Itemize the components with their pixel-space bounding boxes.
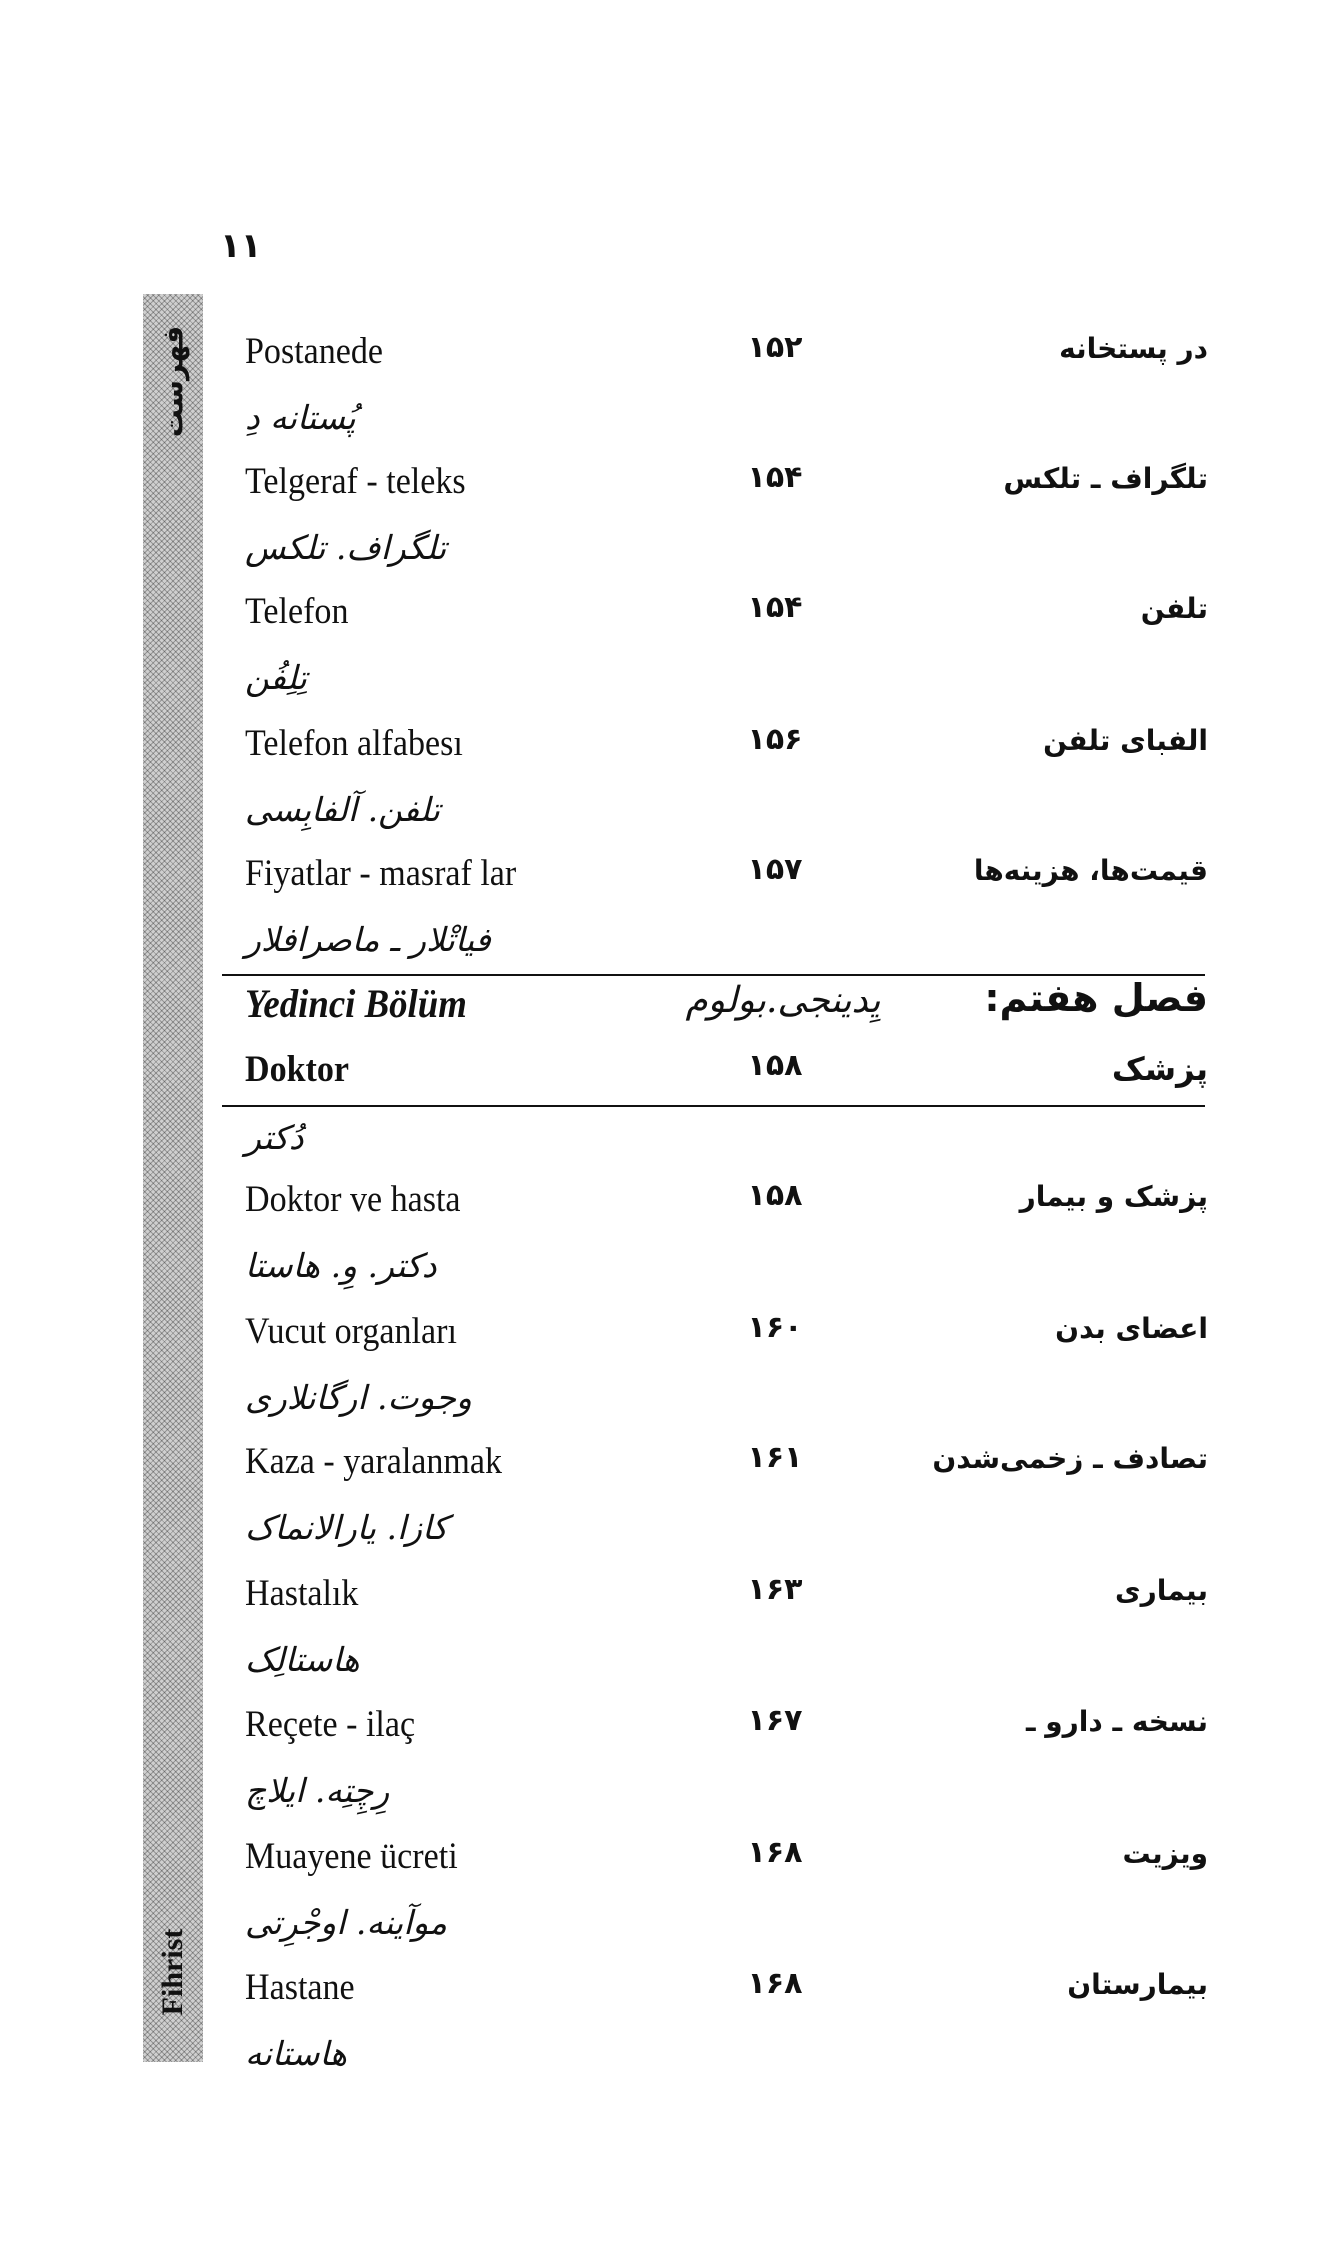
entry-page-number: ۱۶۱ xyxy=(747,1440,803,1475)
section-ottoman: دُکتر xyxy=(245,1118,304,1157)
entry-turkish: Telefon xyxy=(245,591,349,632)
toc-entry xyxy=(0,460,1325,520)
entry-page-number: ۱۵۴ xyxy=(747,590,803,625)
toc-entry xyxy=(0,1178,1325,1238)
chapter-title-turkish: Yedinci Bölüm xyxy=(245,981,467,1026)
chapter-section-row xyxy=(0,1048,1325,1108)
entry-turkish: Telgeraf - teleks xyxy=(245,461,466,502)
entry-persian: نسخه ـ دارو ـ xyxy=(1025,1705,1208,1738)
entry-persian: الفبای تلفن xyxy=(1043,724,1208,757)
entry-page-number: ۱۵۷ xyxy=(747,852,803,887)
entry-persian: بیماری xyxy=(1114,1574,1208,1607)
section-page-number: ۱۵۸ xyxy=(747,1048,803,1083)
toc-entry xyxy=(0,852,1325,912)
chapter-title-persian: فصل هفتم: xyxy=(984,976,1208,1020)
section-title-turkish: Doktor xyxy=(245,1049,350,1090)
chapter-title-ottoman: یِدینجی.بولوم xyxy=(685,980,881,1021)
entry-turkish: Kaza - yaralanmak xyxy=(245,1441,503,1482)
entry-ottoman: پُستانه دِ xyxy=(245,398,356,437)
entry-persian: اعضای بدن xyxy=(1055,1312,1208,1345)
toc-entry xyxy=(0,1966,1325,2026)
entry-turkish: Reçete - ilaç xyxy=(245,1704,416,1745)
toc-entry xyxy=(0,1310,1325,1370)
entry-persian: قیمت‌ها، هزینه‌ها xyxy=(973,854,1208,887)
chapter-bottom-rule xyxy=(222,1105,1205,1107)
toc-entry xyxy=(0,722,1325,782)
entry-page-number: ۱۶۰ xyxy=(747,1310,803,1345)
entry-ottoman: کازا. یارالانماک xyxy=(245,1508,448,1547)
entry-page-number: ۱۵۶ xyxy=(747,722,803,757)
entry-persian: تلفن xyxy=(1140,592,1208,625)
entry-turkish: Muayene ücreti xyxy=(245,1836,458,1877)
entry-persian: در پستخانه xyxy=(1059,332,1208,365)
entry-turkish: Doktor ve hasta xyxy=(245,1179,461,1220)
entry-page-number: ۱۵۴ xyxy=(747,460,803,495)
entry-ottoman: هاستانه xyxy=(245,2034,347,2073)
toc-entry xyxy=(0,590,1325,650)
entry-ottoman: تِلِفُن xyxy=(245,658,307,697)
page-number: ۱۱ xyxy=(220,226,262,266)
entry-persian: پزشک و بیمار xyxy=(1019,1180,1208,1213)
entry-ottoman: رِچِتِه. ایلاچ xyxy=(245,1771,390,1810)
entry-ottoman: موآینه. اوجْرِتی xyxy=(245,1903,448,1942)
entry-turkish: Hastalık xyxy=(245,1573,359,1614)
entry-page-number: ۱۶۳ xyxy=(747,1572,803,1607)
entry-page-number: ۱۶۷ xyxy=(747,1703,803,1738)
toc-entry xyxy=(0,1703,1325,1763)
entry-page-number: ۱۶۸ xyxy=(747,1835,803,1870)
entry-persian: تصادف ـ زخمی‌شدن xyxy=(932,1442,1208,1475)
entry-turkish: Hastane xyxy=(245,1967,355,2008)
chapter-title-row xyxy=(0,976,1325,1040)
entry-persian: بیمارستان xyxy=(1067,1968,1208,2001)
toc-entry xyxy=(0,330,1325,390)
toc-entry xyxy=(0,1440,1325,1500)
entry-ottoman: تلگراف. تلکس xyxy=(245,528,447,567)
toc-entry xyxy=(0,1572,1325,1632)
entry-page-number: ۱۶۸ xyxy=(747,1966,803,2001)
entry-page-number: ۱۵۲ xyxy=(747,330,803,365)
entry-persian: تلگراف ـ تلکس xyxy=(1003,462,1208,495)
entry-turkish: Telefon alfabesı xyxy=(245,723,463,764)
side-label-top: فهرست xyxy=(156,325,190,438)
side-label-bottom: Fihrist xyxy=(156,1928,189,2016)
entry-ottoman: تلفن. آلفابِسی xyxy=(245,790,441,829)
entry-ottoman: هاستالِک xyxy=(245,1640,360,1679)
section-title-persian: پزشک xyxy=(1111,1050,1208,1088)
entry-turkish: Vucut organları xyxy=(245,1311,457,1352)
entry-turkish: Postanede xyxy=(245,331,384,372)
entry-page-number: ۱۵۸ xyxy=(747,1178,803,1213)
entry-ottoman: دکتر. وِ. هاستا xyxy=(245,1246,437,1285)
entry-ottoman: فیاتْلار ـ ماصرافلار xyxy=(245,920,491,959)
toc-entry xyxy=(0,1835,1325,1895)
entry-ottoman: وجوت. ارگانلاری xyxy=(245,1378,472,1417)
entry-persian: ویزیت xyxy=(1122,1837,1208,1870)
entry-turkish: Fiyatlar - masraf lar xyxy=(245,853,517,894)
